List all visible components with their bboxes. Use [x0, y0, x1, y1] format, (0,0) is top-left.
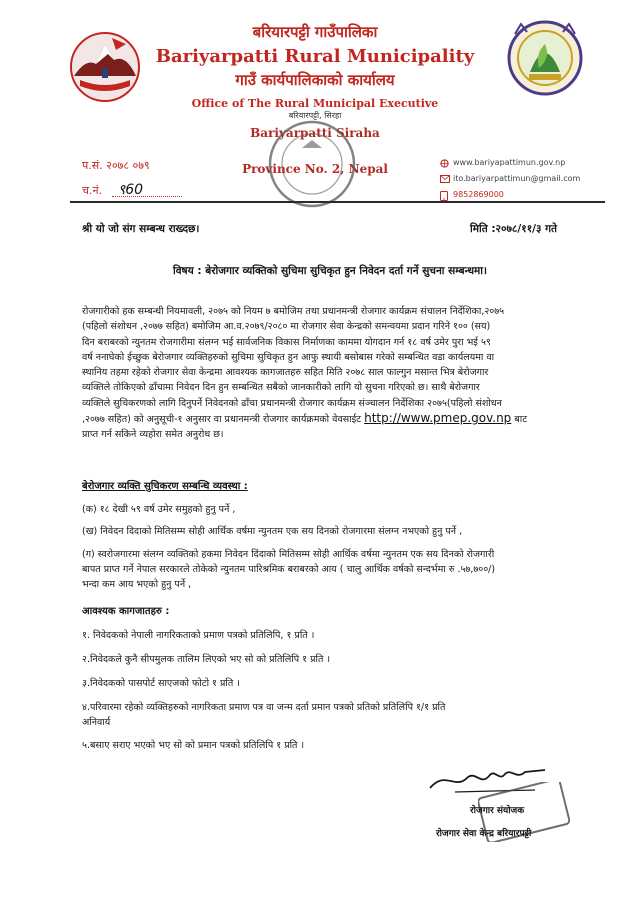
document-line: अनिवार्य: [82, 717, 111, 728]
letterhead-title-en: Bariyarpatti Rural Municipality: [155, 46, 475, 67]
documents-heading: आवश्यक कागजातहरु :: [82, 606, 170, 617]
municipality-logo: [505, 14, 585, 106]
office-stamp: [262, 118, 362, 210]
chalani-label: च.नं.: [82, 184, 103, 197]
body-line: ,२०७७ सहित) को अनुसूची-१ अनुसार वा प्रधानमन्त्री रोजगार कार्यक्रमको वेवसाईट: [82, 414, 362, 426]
letterhead-title-np: बरियारपट्टी गाउँपालिका: [252, 23, 378, 41]
contact-website-text: www.bariyapattimun.gov.np: [453, 158, 566, 167]
signatory-office: रोजगार सेवा केन्द्र बरियारपट्टी: [436, 829, 532, 839]
body-line-tail: बाट: [514, 414, 528, 426]
document-item: [82, 676, 592, 691]
signatory-title: रोजगार संयोजक: [470, 806, 525, 816]
contact-phone-text: 9852869000: [453, 190, 504, 199]
criteria-line: (ख) निवेदन दिदाको मितिसम्म सोही आर्थिक वर्षमा न्युनतम एक सय दिनको रोजगारमा संलग्न नभएको हुनु पर्ने ,: [82, 526, 463, 537]
reference-number: प.सं. २०७८ ०७९: [82, 159, 150, 172]
document-line: ४.परिवारमा रहेको व्यक्तिहरुको नागरिकता प्रमाण पत्र वा जन्म दर्ता प्रमान पत्रको प्रतिको प्रतिलिपि १/१ प्रति: [82, 702, 446, 713]
body-line-with-link: [82, 411, 592, 427]
pmep-website-link[interactable]: http://www.pmep.gov.np: [364, 411, 512, 426]
document-item: [82, 652, 592, 667]
globe-icon: [440, 159, 450, 167]
criteria-item: [82, 502, 592, 517]
document-item: [82, 628, 592, 643]
body-line: स्थानिय तहमा रहेको रोजगार सेवा केन्द्रमा आवश्यक कागजातहरु सहित मिति २०७८ साल फाल्गुन मसान्त भित्र बेरोजगार: [82, 367, 489, 379]
letter-date: मिति :२०७८/११/३ गते: [470, 223, 557, 235]
header-divider: [70, 201, 605, 203]
letter-subject: विषय : बेरोजगार व्यक्तिको सुचिमा सुचिकृत हुन निवेदन दर्ता गर्ने सुचना सम्बन्धमा।: [172, 265, 488, 277]
body-line: (पहिलो संशोधन ,२०७७ सहित) बमोजिम आ.व.२०७९/२०८० मा रोजगार सेवा केन्द्रको समन्वयमा प्रदान गरिने १०० (सय): [82, 321, 491, 333]
letterhead-location-np: बरियारपट्टी, सिरहा: [288, 111, 342, 120]
document-item: [82, 700, 592, 730]
criteria-line: बापत प्राप्त गर्ने नेपाल सरकारले तोकेको न्युनतम पारिश्रमिक बराबरको आय ( चालु आर्थिक वर्षको सन्दर्भमा रु .५७,७००/): [82, 564, 496, 575]
criteria-item: [82, 547, 592, 592]
mail-icon: [440, 175, 450, 183]
body-line: व्यक्तिले तोकिएको ढाँचामा निवेदन दिन हुन सम्बन्धित सबैको जानकारीको लागि यो सुचना गरिएको छ। साथै बेरोजगार: [82, 382, 480, 394]
contact-email: [440, 174, 580, 183]
letterhead-office-np: गाउँ कार्यपालिकाको कार्यालय: [235, 71, 395, 89]
document-line: ५.बसाए सराए भएको भए सो को प्रमान पत्रको प्रतिलिपि १ प्रति ।: [82, 740, 305, 751]
document-line: १. निवेदकको नेपाली नागरिकताको प्रमाण पत्रको प्रतिलिपि, १ प्रति ।: [82, 630, 315, 641]
contact-website: [440, 158, 565, 167]
body-line: वर्ष ननाघेको ईच्छुक बेरोजगार व्यक्तिहरुको सुचिमा सुचिकृत हुन आफु स्थायी बसोबास गरेको सम्बन्धित वडा कार्यलयमा वा: [82, 351, 495, 363]
body-line: रोजगारीको हक सम्बन्धी नियमावली, २०७५ को नियम ७ बमोजिम तथा प्रधानमन्त्री रोजगार कार्यक्रम संचालन निर्देशिका,२०७५: [82, 306, 505, 317]
chalani-number: ९60: [118, 182, 144, 198]
body-line: व्यक्तिले सुचिकरणको लागि दिनुपर्ने निवेदनको ढाँचा प्रधानमन्त्री रोजगार कार्यक्रम संञ्चालन निर्देशिका २०७५(पहिलो संशोधन: [82, 397, 502, 409]
chalani-underline: [112, 196, 182, 197]
criteria-heading: बेरोजगार व्यक्ति सुचिकरण सम्बन्धि व्यवस्था :: [82, 481, 248, 492]
criteria-line: (ग) स्वरोजगारमा संलग्न व्यक्तिको हकमा निवेदन दिंदाको मितिसम्म सोही आर्थिक वर्षमा न्युनतम एक सय दिनको रोजगारी: [82, 549, 495, 560]
letterhead-office-en: Office of The Rural Municipal Executive: [191, 97, 439, 110]
document-line: २.निवेदकले कुनै सीपमुलक तालिम लिएको भए सो को प्रतिलिपि १ प्रति ।: [82, 654, 331, 665]
nepal-emblem-logo: [66, 30, 144, 104]
document-item: [82, 738, 592, 753]
contact-phone: [440, 190, 504, 199]
letterhead-province: Province No. 2, Nepal: [242, 162, 388, 176]
phone-icon: [440, 191, 450, 199]
document-line: ३.निवेदकको पासपोर्ट साएजको फोटो १ प्रति ।: [82, 678, 240, 689]
letterhead-location-en: Bariyarpatti Siraha: [250, 126, 380, 140]
recipient-line: श्री यो जो संग सम्बन्ध राख्दछ।: [82, 223, 200, 235]
criteria-item: [82, 524, 592, 539]
body-paragraph: [82, 304, 592, 443]
body-line: प्राप्त गर्न सकिने व्यहोरा समेत अनुरोध छ।: [82, 429, 224, 441]
criteria-line: (क) १८ देखी ५९ वर्ष उमेर समुहको हुनु पर्ने ,: [82, 504, 236, 515]
criteria-line: भन्दा कम आय भएको हुनु पर्ने ,: [82, 579, 192, 590]
body-line: दिन बराबरको न्युनतम रोजगारीमा संलग्न भई सार्वजनिक विकास निर्माणका काममा योगदान गर्न १८ वर्ष उमेर पुरा भई ५९: [82, 336, 491, 348]
contact-email-text: ito.bariyarpattimun@gmail.com: [453, 174, 581, 183]
